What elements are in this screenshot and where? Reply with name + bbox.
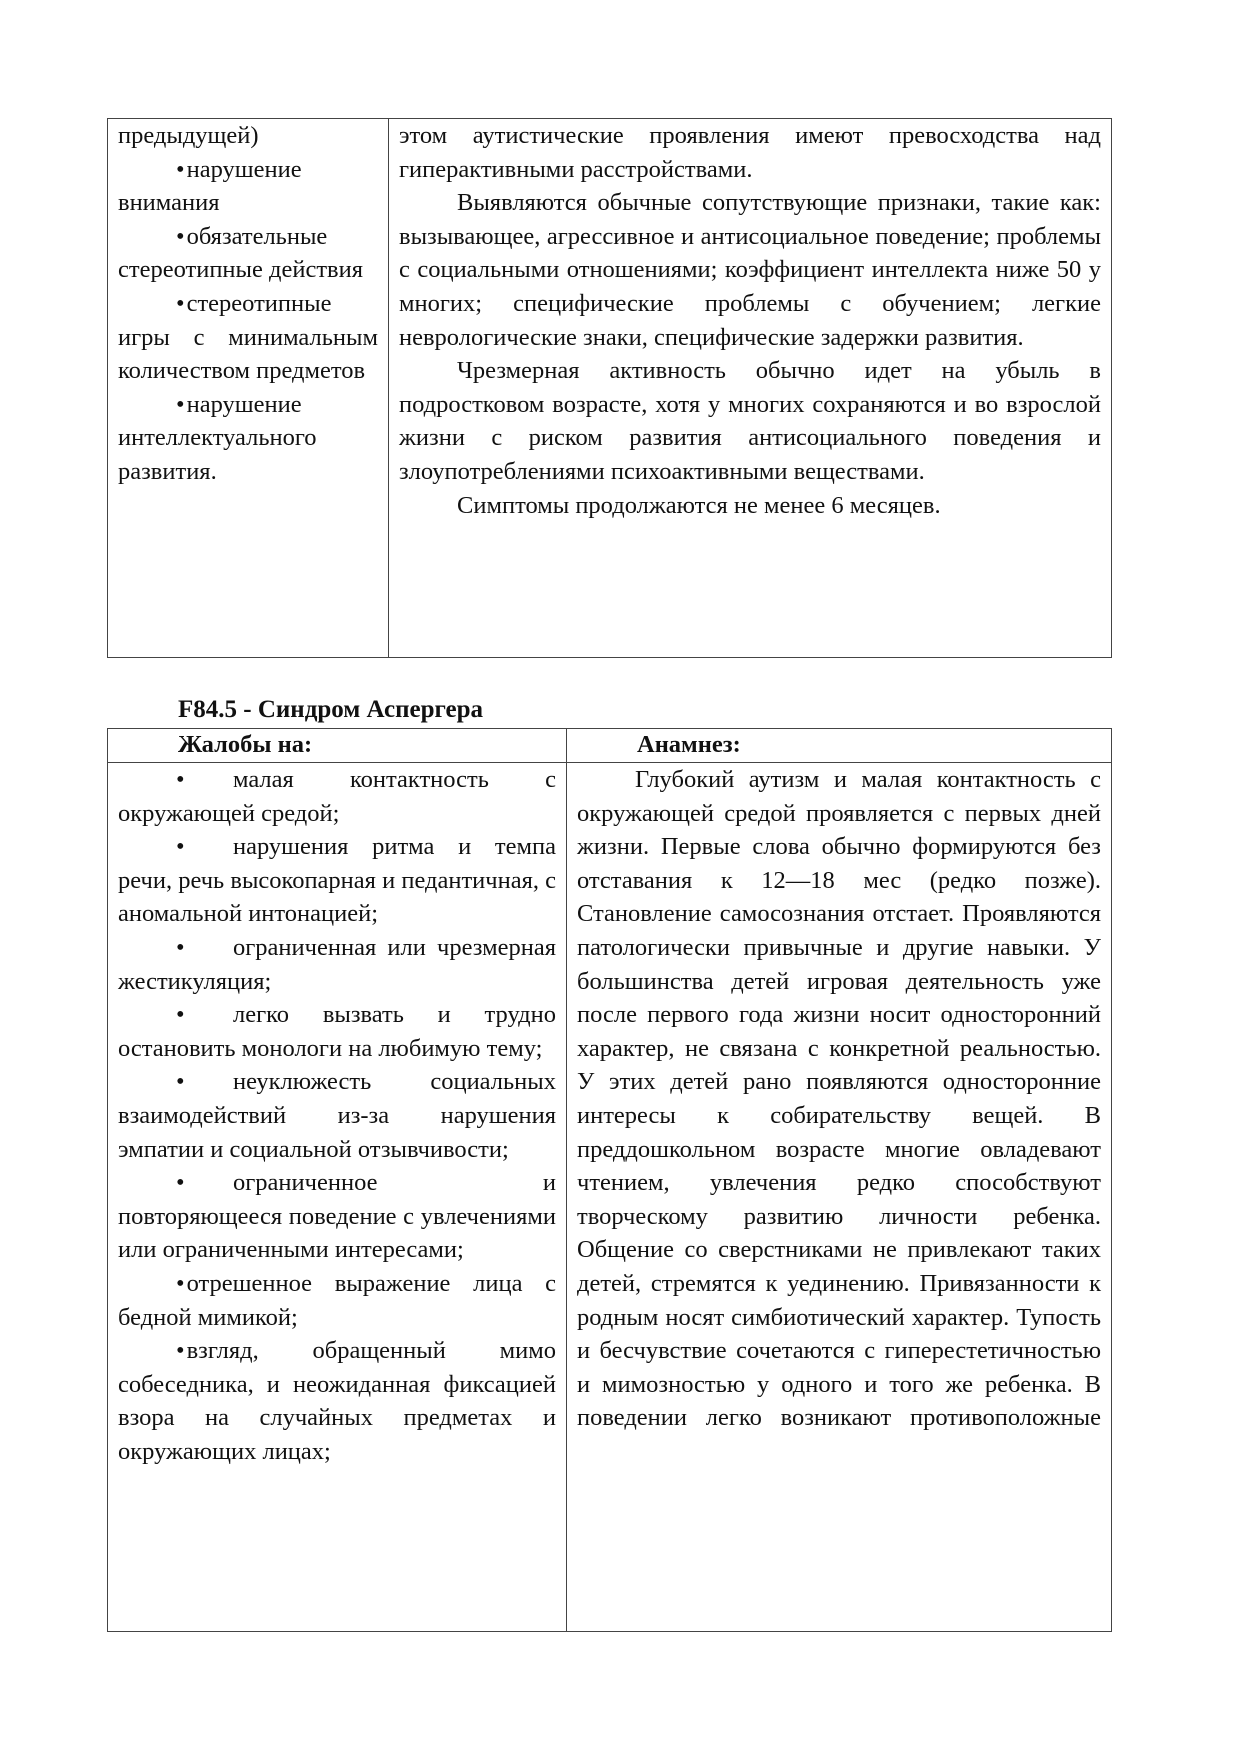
paragraph: Симптомы продолжаются не менее 6 месяцев. — [457, 491, 941, 519]
paragraph: Глубокий аутизм и малая контактность с окружающей средой проявляется с первых дней жизни. Первые слова обычно формируются без отставания к 12—18 мес (редко позже). Становление самосознания отстает. Проявляются патологически привычные и другие навыки. У большинства детей игровая деятельность уже после первого года жизни носит односторонний характер, не связана с конкретной реальностью. У этих детей рано появляются односторонние интересы к собирательству вещей. В преддошкольном возрасте многие овладевают чтением, увлечения редко способствуют творческому развитию личности ребенка. Общение со сверстниками не привлекают таких детей, стремятся к уединению. Привязанности к родным носят симбиотический характер. Тупость и бесчувствие сочетаются с гиперестетичностью и мимозностью у одного и того же ребенка. В поведении легко возникают противоположные — [577, 766, 1101, 1432]
complaints-cell — [108, 763, 567, 1632]
table-row — [108, 763, 1112, 1632]
bullet-icon: • — [176, 1068, 185, 1096]
list-item: • неуклюжесть социальных взаимодействий из-за нарушения эмпатии и социальной отзывчивости; — [118, 1065, 556, 1166]
bullet-icon — [176, 223, 187, 250]
list-item: • малая контактность с окружающей средой; — [118, 763, 556, 830]
list-item: • стереотипные игры с минимальным количеством предметов — [118, 287, 378, 388]
paragraph: этом аутистические проявления имеют превосходства над гиперактивными расстройствами. — [399, 122, 1101, 183]
section-title: F84.5 - Синдром Аспергера — [178, 696, 484, 723]
list-item: • нарушение внимания — [118, 153, 378, 220]
list-item: • ограниченное и повторяющееся поведение с увлечениями или ограниченными интересами; — [118, 1166, 556, 1267]
list-item: • обязательные стереотипные действия — [118, 220, 378, 287]
column-header-complaints: Жалобы на: — [108, 729, 567, 763]
list-item: • нарушения ритма и темпа речи, речь высокопарная и педантичная, с аномальной интонацией; — [118, 830, 556, 931]
bullet-icon: • — [176, 933, 185, 961]
list-item: • нарушение интеллектуального развития. — [118, 388, 378, 489]
criteria-table-continued — [107, 118, 1112, 658]
asperger-table — [107, 728, 1112, 1632]
paragraph: Чрезмерная активность обычно идет на убыль в подростковом возрасте, хотя у многих сохраняются и во взрослой жизни с риском развития антисоциального поведения и злоупотреблениями психоактивными веществами. — [399, 357, 1101, 485]
bullet-icon: • — [176, 766, 185, 793]
bullet-icon: • — [176, 1001, 185, 1029]
list-item: • легко вызвать и трудно остановить монологи на любимую тему; — [118, 998, 556, 1065]
column-header-anamnesis: Анамнез: — [567, 729, 1112, 763]
list-item: • отрешенное выражение лица с бедной мимикой; — [118, 1267, 556, 1334]
list-item: • взгляд, обращенный мимо собеседника, и неожиданная фиксацией взора на случайных предметах и окружающих лицах; — [118, 1334, 556, 1468]
table-row — [108, 119, 1112, 658]
bullet-icon — [176, 1337, 187, 1364]
table-header-row — [108, 729, 1112, 763]
list-item: • ограниченная или чрезмерная жестикуляция; — [118, 931, 556, 998]
anamnesis-cell — [567, 763, 1112, 1632]
description-cell — [389, 119, 1112, 658]
bullet-icon — [176, 290, 187, 317]
paragraph: Выявляются обычные сопутствующие признаки, такие как: вызывающее, агрессивное и антисоциальное поведение; проблемы с социальными отношениями; коэффициент интеллекта ниже 50 у многих; специфические проблемы с обучением; легкие неврологические знаки, специфические задержки развития. — [399, 189, 1101, 351]
bullet-icon — [176, 1270, 187, 1297]
bullet-icon: • — [176, 1169, 185, 1197]
criteria-cell — [108, 119, 389, 658]
bullet-icon — [176, 156, 187, 183]
bullet-icon: • — [176, 833, 185, 861]
bullet-icon — [176, 391, 187, 418]
cell-text: предыдущей) — [118, 122, 259, 149]
